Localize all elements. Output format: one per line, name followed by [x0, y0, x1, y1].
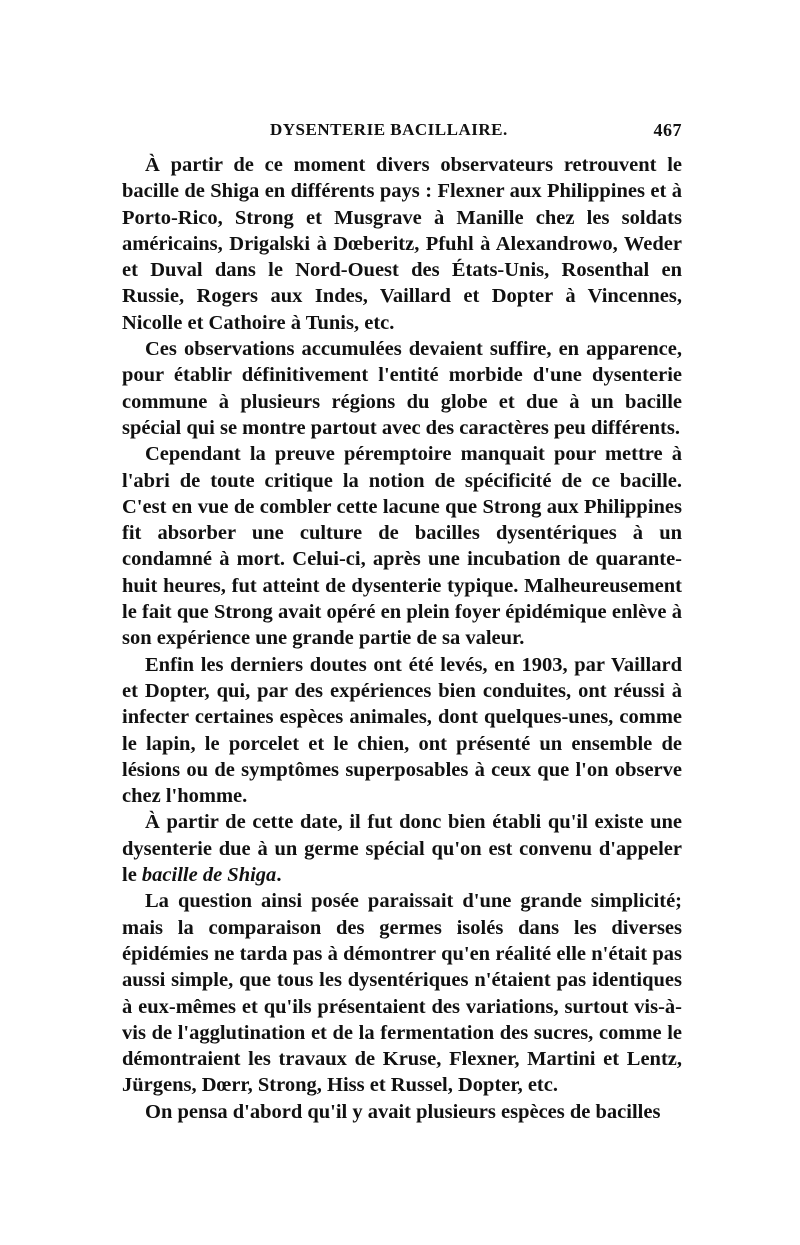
paragraph: La question ainsi posée paraissait d'une grande simplicité; mais la comparaison des germes isolés dans les diverses épidémies ne tarda pas à démontrer qu'en réalité elle n'était pas aussi simple, que tous les dysentériques n'étaient pas identiques à eux-mêmes et qu'ils présentaient des variations, surtout vis-à-vis de l'agglutination et de la fermentation des sucres, comme le démontraient les travaux de Kruse, Flexner, Martini et Lentz, Jürgens, Dœrr, Strong, Hiss et Russel, Dopter, etc.	[122, 890, 682, 1097]
running-head	[122, 118, 682, 152]
page-number: 467	[653, 120, 682, 140]
paragraph: Enfin les derniers doutes ont été levés, en 1903, par Vaillard et Dopter, qui, par des expériences bien conduites, ont réussi à infecter certaines espèces animales, dont quelques-unes, comme le lapin, le porcelet et le chien, ont présenté un ensemble de lésions ou de symptômes superposables à ceux que l'on observe chez l'homme.	[122, 653, 682, 808]
paragraph: Ces observations accumulées devaient suffire, en apparence, pour établir définitivement l'entité morbide d'une dysenterie commune à plusieurs régions du globe et due à un bacille spécial qui se montre partout avec des caractères peu différents.	[122, 338, 682, 439]
paragraph-text: À partir de cette date, il fut donc bien établi qu'il existe une dysenterie due à un germe spécial qu'on est convenu d'appeler le	[122, 811, 682, 887]
paragraph: On pensa d'abord qu'il y avait plusieurs espèces de bacilles	[145, 1100, 661, 1123]
body-text	[122, 152, 682, 1125]
italic-term: bacille de Shiga	[141, 864, 277, 887]
running-title: DYSENTERIE BACILLAIRE.	[270, 120, 508, 139]
paragraph: Cependant la preuve péremptoire manquait pour mettre à l'abri de toute critique la notion de spécificité de ce bacille. C'est en vue de combler cette lacune que Strong aux Philippines fit absorber une culture de bacilles dysentériques à un condamné à mort. Celui-ci, après une incubation de quarante-huit heures, fut atteint de dysenterie typique. Malheureusement le fait que Strong avait opéré en plein foyer épidémique enlève à son expérience une grande partie de sa valeur.	[122, 443, 682, 650]
paragraph: À partir de ce moment divers observateurs retrouvent le bacille de Shiga en différents pays : Flexner aux Philippines et à Porto-Rico, Strong et Musgrave à Manille chez les soldats américains, Drigalski à Dœberitz, Pfuhl à Alexandrowo, Weder et Duval dans le Nord-Ouest des États-Unis, Rosenthal en Russie, Rogers aux Indes, Vaillard et Dopter à Vincennes, Nicolle et Cathoire à Tunis, etc.	[122, 154, 682, 334]
paragraph	[122, 809, 682, 888]
book-page	[122, 118, 682, 1125]
paragraph-text: .	[276, 864, 282, 887]
